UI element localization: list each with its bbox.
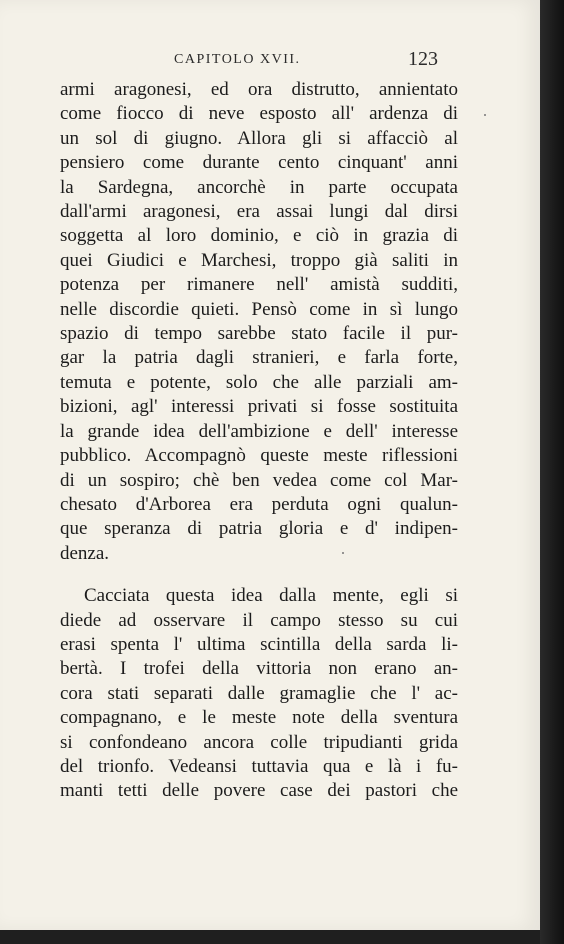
text-line: si confondeano ancora colle tripudianti grida	[60, 731, 458, 753]
body-text	[60, 78, 458, 804]
text-line: cora stati separati dalle gramaglie che l' ac-	[60, 682, 458, 704]
text-line: un sol di giugno. Allora gli si affacciò al	[60, 127, 458, 149]
text-line: spazio di tempo sarebbe stato facile il pur-	[60, 323, 458, 345]
text-line: la grande idea dell'ambizione e dell' interesse	[60, 420, 458, 442]
text-line: pensiero come durante cento cinquant' anni	[60, 152, 458, 174]
text-line: manti tetti delle povere case dei pastori che	[60, 780, 458, 802]
text-line: bizioni, agl' interessi privati si fosse sostituita	[60, 396, 458, 418]
text-line: denza.	[60, 542, 110, 564]
text-line: di un sospiro; chè ben vedea come col Mar-	[60, 469, 458, 491]
text-line: soggetta al loro dominio, e ciò in grazia di	[60, 225, 458, 247]
text-line: del trionfo. Vedeansi tuttavia qua e là i fu-	[60, 755, 458, 777]
scan-edge	[540, 0, 564, 944]
text-line: quei Giudici e Marchesi, troppo già saliti in	[60, 249, 458, 271]
text-line: dall'armi aragonesi, era assai lungi dal dirsi	[60, 201, 458, 223]
text-line: potenza per rimanere nell' amistà sudditi,	[60, 274, 458, 296]
text-line: compagnano, e le meste note della sventura	[60, 707, 458, 729]
page-number: 123	[408, 48, 438, 70]
text-line: pubblico. Accompagnò queste meste riflessioni	[60, 445, 458, 467]
text-line: que speranza di patria gloria e d' indipen-	[60, 518, 458, 540]
text-line: la Sardegna, ancorchè in parte occupata	[60, 176, 458, 198]
text-line: come fiocco di neve esposto all' ardenza di	[60, 103, 458, 125]
paragraph-1	[60, 78, 458, 566]
text-line: diede ad osservare il campo stesso su cui	[60, 609, 458, 631]
text-line: gar la patria dagli stranieri, e farla forte,	[60, 347, 458, 369]
page-header	[0, 48, 540, 72]
running-head: CAPITOLO XVII.	[174, 52, 301, 67]
paragraph-2	[60, 584, 458, 804]
text-line: bertà. I trofei della vittoria non erano an-	[60, 658, 458, 680]
paragraph-spacer	[60, 566, 458, 584]
text-line: nelle discordie quieti. Pensò come in sì lungo	[60, 298, 458, 320]
text-line: Cacciata questa idea dalla mente, egli si	[84, 585, 458, 607]
text-line: temuta e potente, solo che alle parziali am-	[60, 371, 458, 393]
text-line: erasi spenta l' ultima scintilla della sarda li-	[60, 633, 458, 655]
paper-speck	[484, 114, 486, 116]
text-line: chesato d'Arborea era perduta ogni qualun-	[60, 493, 458, 515]
text-line: armi aragonesi, ed ora distrutto, annientato	[60, 79, 458, 100]
paper-speck	[342, 552, 344, 554]
